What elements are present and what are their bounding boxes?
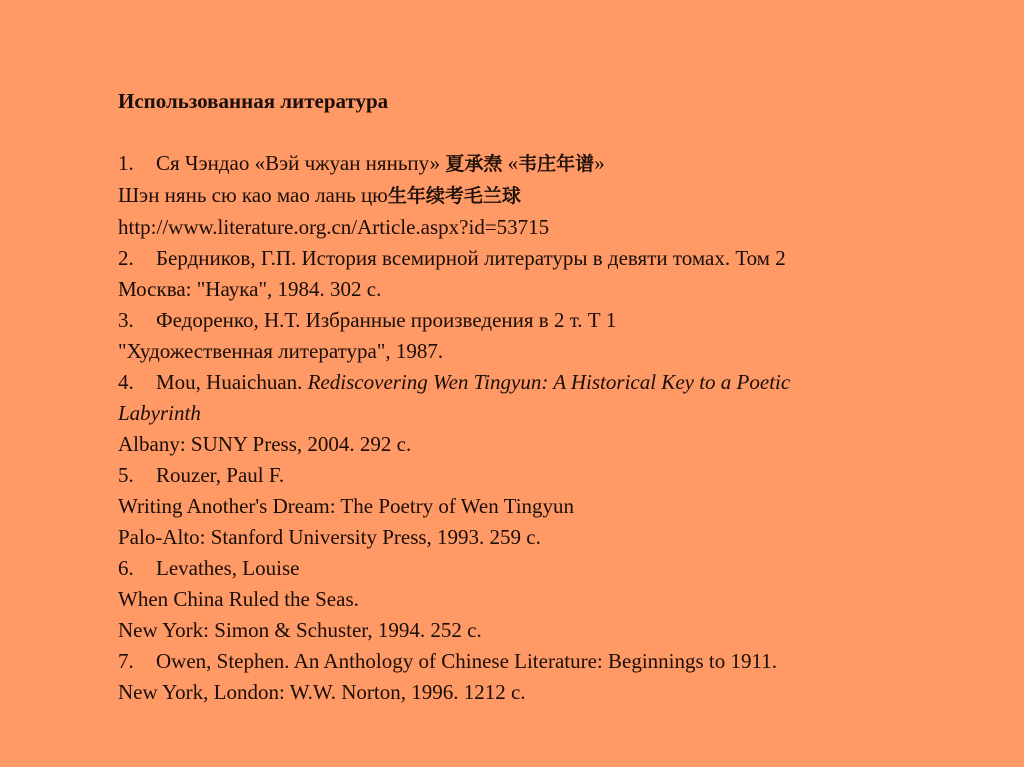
reference-5-line-1: 5. Rouzer, Paul F. xyxy=(118,460,948,491)
reference-number: 4. xyxy=(118,370,134,394)
page-title: Использованная литература xyxy=(118,89,389,113)
chinese-title: 韦庄年谱 xyxy=(518,153,595,175)
reference-3-line-1: 3. Федоренко, Н.Т. Избранные произведения в 2 т. Т 1 xyxy=(118,305,948,336)
reference-4-line-1: 4. Mou, Huaichuan. Rediscovering Wen Tingyun: A Historical Key to a Poetic xyxy=(118,367,948,398)
reference-5-line-2: Writing Another's Dream: The Poetry of Wen Tingyun xyxy=(118,494,575,518)
reference-3-line-2: "Художественная литература", 1987. xyxy=(118,339,444,363)
reference-6-line-2: When China Ruled the Seas. xyxy=(118,587,359,611)
reference-6-line-1: 6. Levathes, Louise xyxy=(118,553,948,584)
reference-number: 7. xyxy=(118,649,134,673)
reference-1-line-1: 1. Ся Чэндао «Вэй чжуан няньпу» 夏承焘 «韦庄年谱» xyxy=(118,148,948,180)
slide-content xyxy=(118,86,948,708)
book-title: Rediscovering Wen Tingyun: A Historical Key to a Poetic xyxy=(307,370,791,394)
reference-5-line-3: Palo-Alto: Stanford University Press, 1993. 259 c. xyxy=(118,525,541,549)
spacer xyxy=(118,117,948,148)
reference-number: 1. xyxy=(118,151,134,175)
reference-1-url: http://www.literature.org.cn/Article.aspx?id=53715 xyxy=(118,215,550,239)
reference-2-line-2: Москва: "Наука", 1984. 302 с. xyxy=(118,277,382,301)
reference-number: 6. xyxy=(118,556,134,580)
chinese-author: 夏承焘 xyxy=(445,153,503,175)
reference-number: 2. xyxy=(118,246,134,270)
reference-4-line-3: Albany: SUNY Press, 2004. 292 c. xyxy=(118,432,412,456)
reference-number: 5. xyxy=(118,463,134,487)
reference-1-line-2: Шэн нянь сю као мао лань цю生年续考毛兰球 xyxy=(118,183,521,207)
reference-number: 3. xyxy=(118,308,134,332)
reference-7-line-2: New York, London: W.W. Norton, 1996. 1212 c. xyxy=(118,680,526,704)
reference-6-line-3: New York: Simon & Schuster, 1994. 252 c. xyxy=(118,618,482,642)
reference-2-line-1: 2. Бердников, Г.П. История всемирной литературы в девяти томах. Том 2 xyxy=(118,243,948,274)
chinese-subtitle: 生年续考毛兰球 xyxy=(387,185,521,207)
reference-7-line-1: 7. Owen, Stephen. An Anthology of Chinese Literature: Beginnings to 1911. xyxy=(118,646,948,677)
reference-4-line-2: Labyrinth xyxy=(118,401,201,425)
